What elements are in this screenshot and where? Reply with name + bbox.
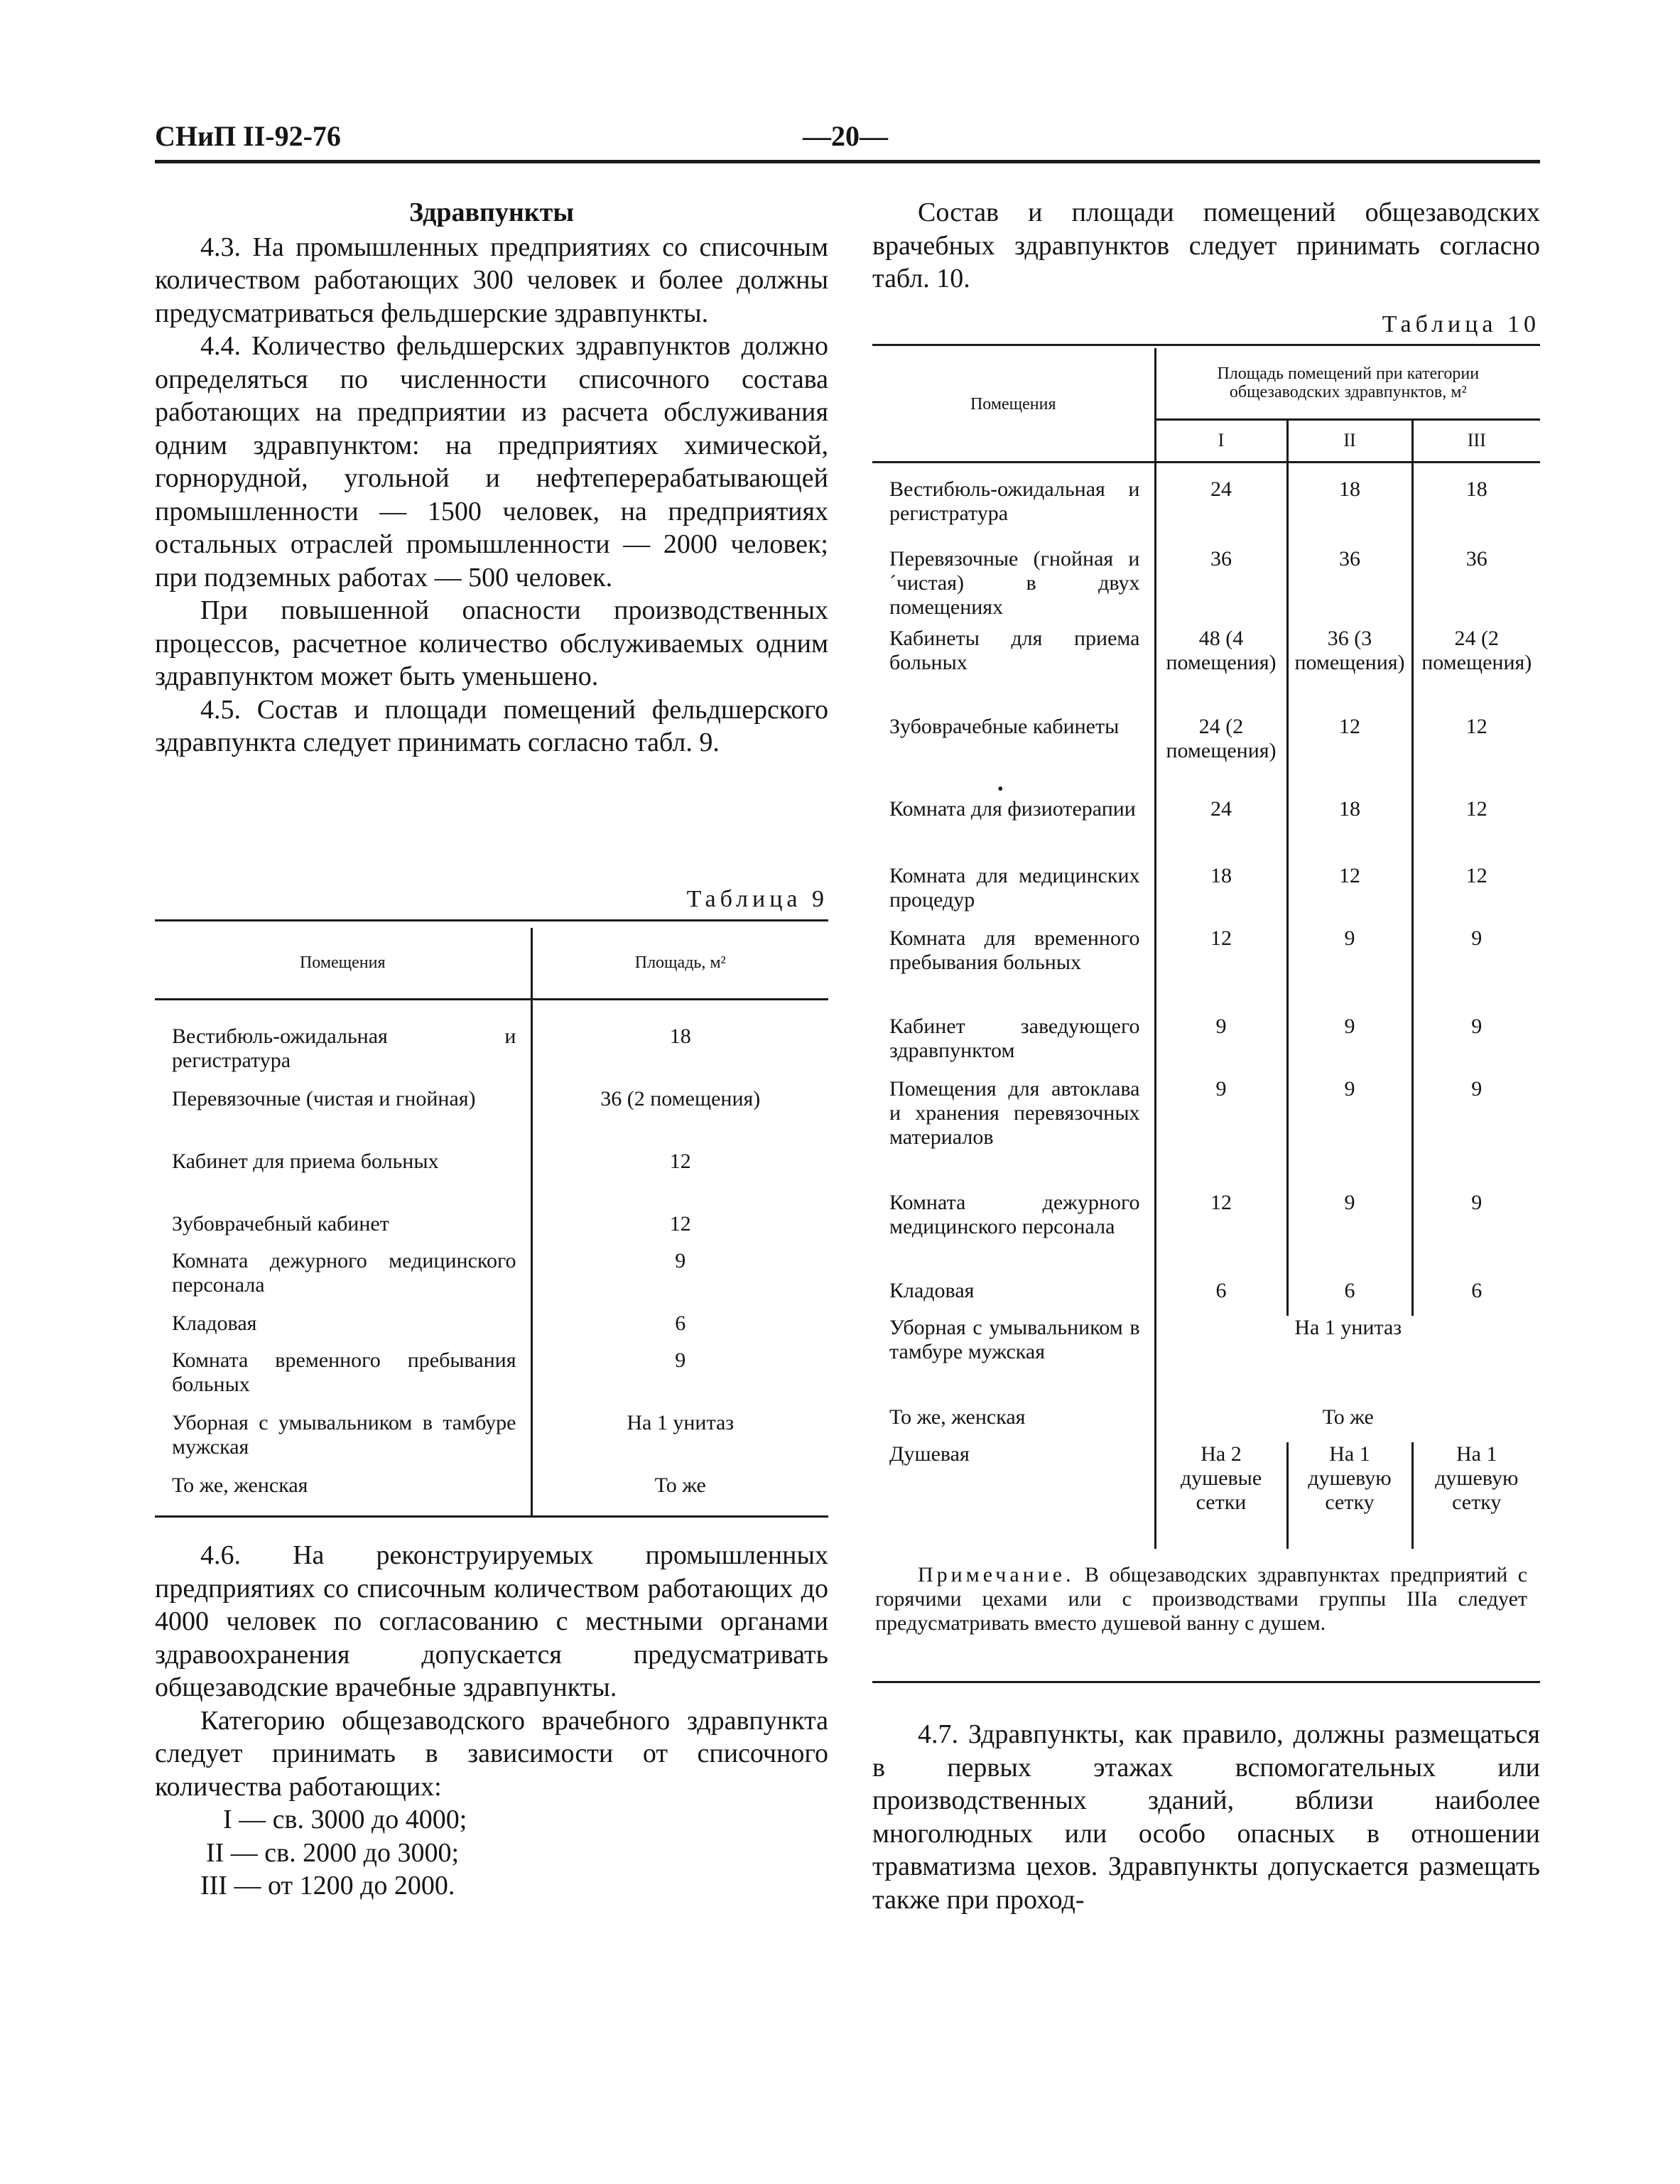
table-row: То же, женская То же [872,1405,1540,1442]
paragraph-4-4: 4.4. Количество фельдшерских здравпунктов должно определяться по численности списочного состава работающих на предприятии из расчета обслуживания одним здравпунктом: на предприятиях химической, горнорудной, угольной и нефтеперерабатывающей промышленности — 1500 человек, на предприятиях остальных отраслей промышленности — 2000 человек; при подземных работах — 500 человек. [155,331,828,593]
table10-bottom-rule [872,1681,1540,1683]
table-row: Уборная с умывальником в тамбуре мужская На 1 унитаз [872,1316,1540,1405]
table-row: Душевая На 2 душевые сетки На 1 душевую сетку На 1 душевую сетку [872,1442,1540,1549]
table-row: Вестибюль-ожидальная и регистратура 18 [155,1025,828,1087]
table9-header-area: Площадь, м² [531,928,828,999]
table9-header-room: Помещения [155,928,531,999]
table-10 [872,348,1540,1549]
category-3: III — от 1200 до 2000. [200,1871,455,1901]
table-row: Вестибюль-ожидальная и регистратура 24 18 18 [872,477,1540,547]
bullet-mark: • [997,780,1004,799]
note-label: Примечание. [918,1563,1075,1586]
table10-header-cat-2: II [1287,419,1412,462]
table10-header-room: Помещения [872,348,1155,462]
right-column [872,196,1540,296]
paragraph-4-6: 4.6. На реконструируемых промышленных предприятиях со списочным количеством работающих до 4000 человек по согласованию с местными органами здравоохранения допускается предусматривать общезаводские врачебные здравпункты. [155,1540,828,1702]
table10-header-cat-3: III [1412,419,1540,462]
table-row: Уборная с умывальником в тамбуре мужская На 1 унитаз [155,1411,828,1474]
table-row: • Комната для физиотерапии 24 18 12 [872,797,1540,864]
table-row: Кабинеты для приема больных 48 (4 помещения) 36 (3 помещения) 24 (2 помещения) [872,627,1540,715]
table-row: Кабинет для приема больных 12 [155,1150,828,1212]
table-row: Помещения для автоклава и хранения перевязочных материалов 9 9 9 [872,1077,1540,1191]
table-row: Зубоврачебные кабинеты 24 (2 помещения) 12 12 [872,715,1540,797]
table-row: Зубоврачебный кабинет 12 [155,1212,828,1249]
paragraph-4-6-b: Категорию общезаводского врачебного здравпункта следует принимать в зависимости от списочного количества работающих: [155,1705,828,1802]
document-code: СНиП II-92-76 [155,120,341,152]
table-row: Перевязочные (чистая и гнойная) 36 (2 помещения) [155,1087,828,1150]
table10-header-group: Площадь помещений при категории общезаводских здравпунктов, м² [1155,348,1540,419]
header-rule [155,160,1540,163]
table-row: Комната для медицинских процедур 18 12 12 [872,864,1540,926]
category-2: II — св. 2000 до 3000; [206,1837,460,1868]
table10-caption: Таблица 10 [1382,311,1540,337]
table-row: Комната для временного пребывания больных 12 9 9 [872,926,1540,1015]
table10-intro: Состав и площади помещений общезаводских врачебных здравпунктов следует принимать согласно табл. 10. [872,198,1540,293]
table9-top-rule [155,919,828,921]
left-column-bottom [155,1539,828,1903]
table-row: Кладовая 6 [155,1312,828,1348]
left-column [155,196,828,759]
section-title: Здравпункты [408,198,574,227]
note-text: В общезаводских здравпунктах предприятий с горячими цехами или с производствами группы IIIа следует предусматривать вместо душевой ванну с душем. [875,1563,1528,1635]
table-row: Комната временного пребывания больных 9 [155,1348,828,1411]
paragraph-4-3: 4.3. На промышленных предприятиях со списочным количеством работающих 300 человек и более должны предусматриваться фельдшерские здравпункты. [155,232,828,328]
table10-top-rule [872,344,1540,346]
table-9 [155,928,828,1518]
table-row: Кладовая 6 6 6 [872,1279,1540,1316]
page-number: —20— [803,120,888,152]
table-row: Перевязочные (гнойная и´чистая) в двух помещениях 36 36 36 [872,547,1540,627]
table-row: Кабинет заведующего здравпунктом 9 9 9 [872,1015,1540,1077]
paragraph-4-7: 4.7. Здравпункты, как правило, должны размещаться в первых этажах вспомогательных или производственных зданий, вблизи наиболее многолюдных или особо опасных в отношении травматизма цехов. Здравпункты допускается размещать также при проход- [872,1719,1540,1915]
table-row: Комната дежурного медицинского персонала 12 9 9 [872,1191,1540,1279]
paragraph-4-4-b: При повышенной опасности производственных процессов, расчетное количество обслуживаемых одним здравпунктом может быть уменьшено. [155,595,828,691]
table10-note [875,1563,1527,1636]
table-row: То же, женская То же [155,1474,828,1516]
paragraph-4-5: 4.5. Состав и площади помещений фельдшерского здравпункта следует принимать согласно табл. 9. [155,694,828,757]
right-column-bottom [872,1718,1540,1916]
table-row: Комната дежурного медицинского персонала 9 [155,1249,828,1312]
table9-caption: Таблица 9 [686,886,828,912]
category-1: I — св. 3000 до 4000; [223,1805,467,1834]
table10-header-cat-1: I [1155,419,1287,462]
